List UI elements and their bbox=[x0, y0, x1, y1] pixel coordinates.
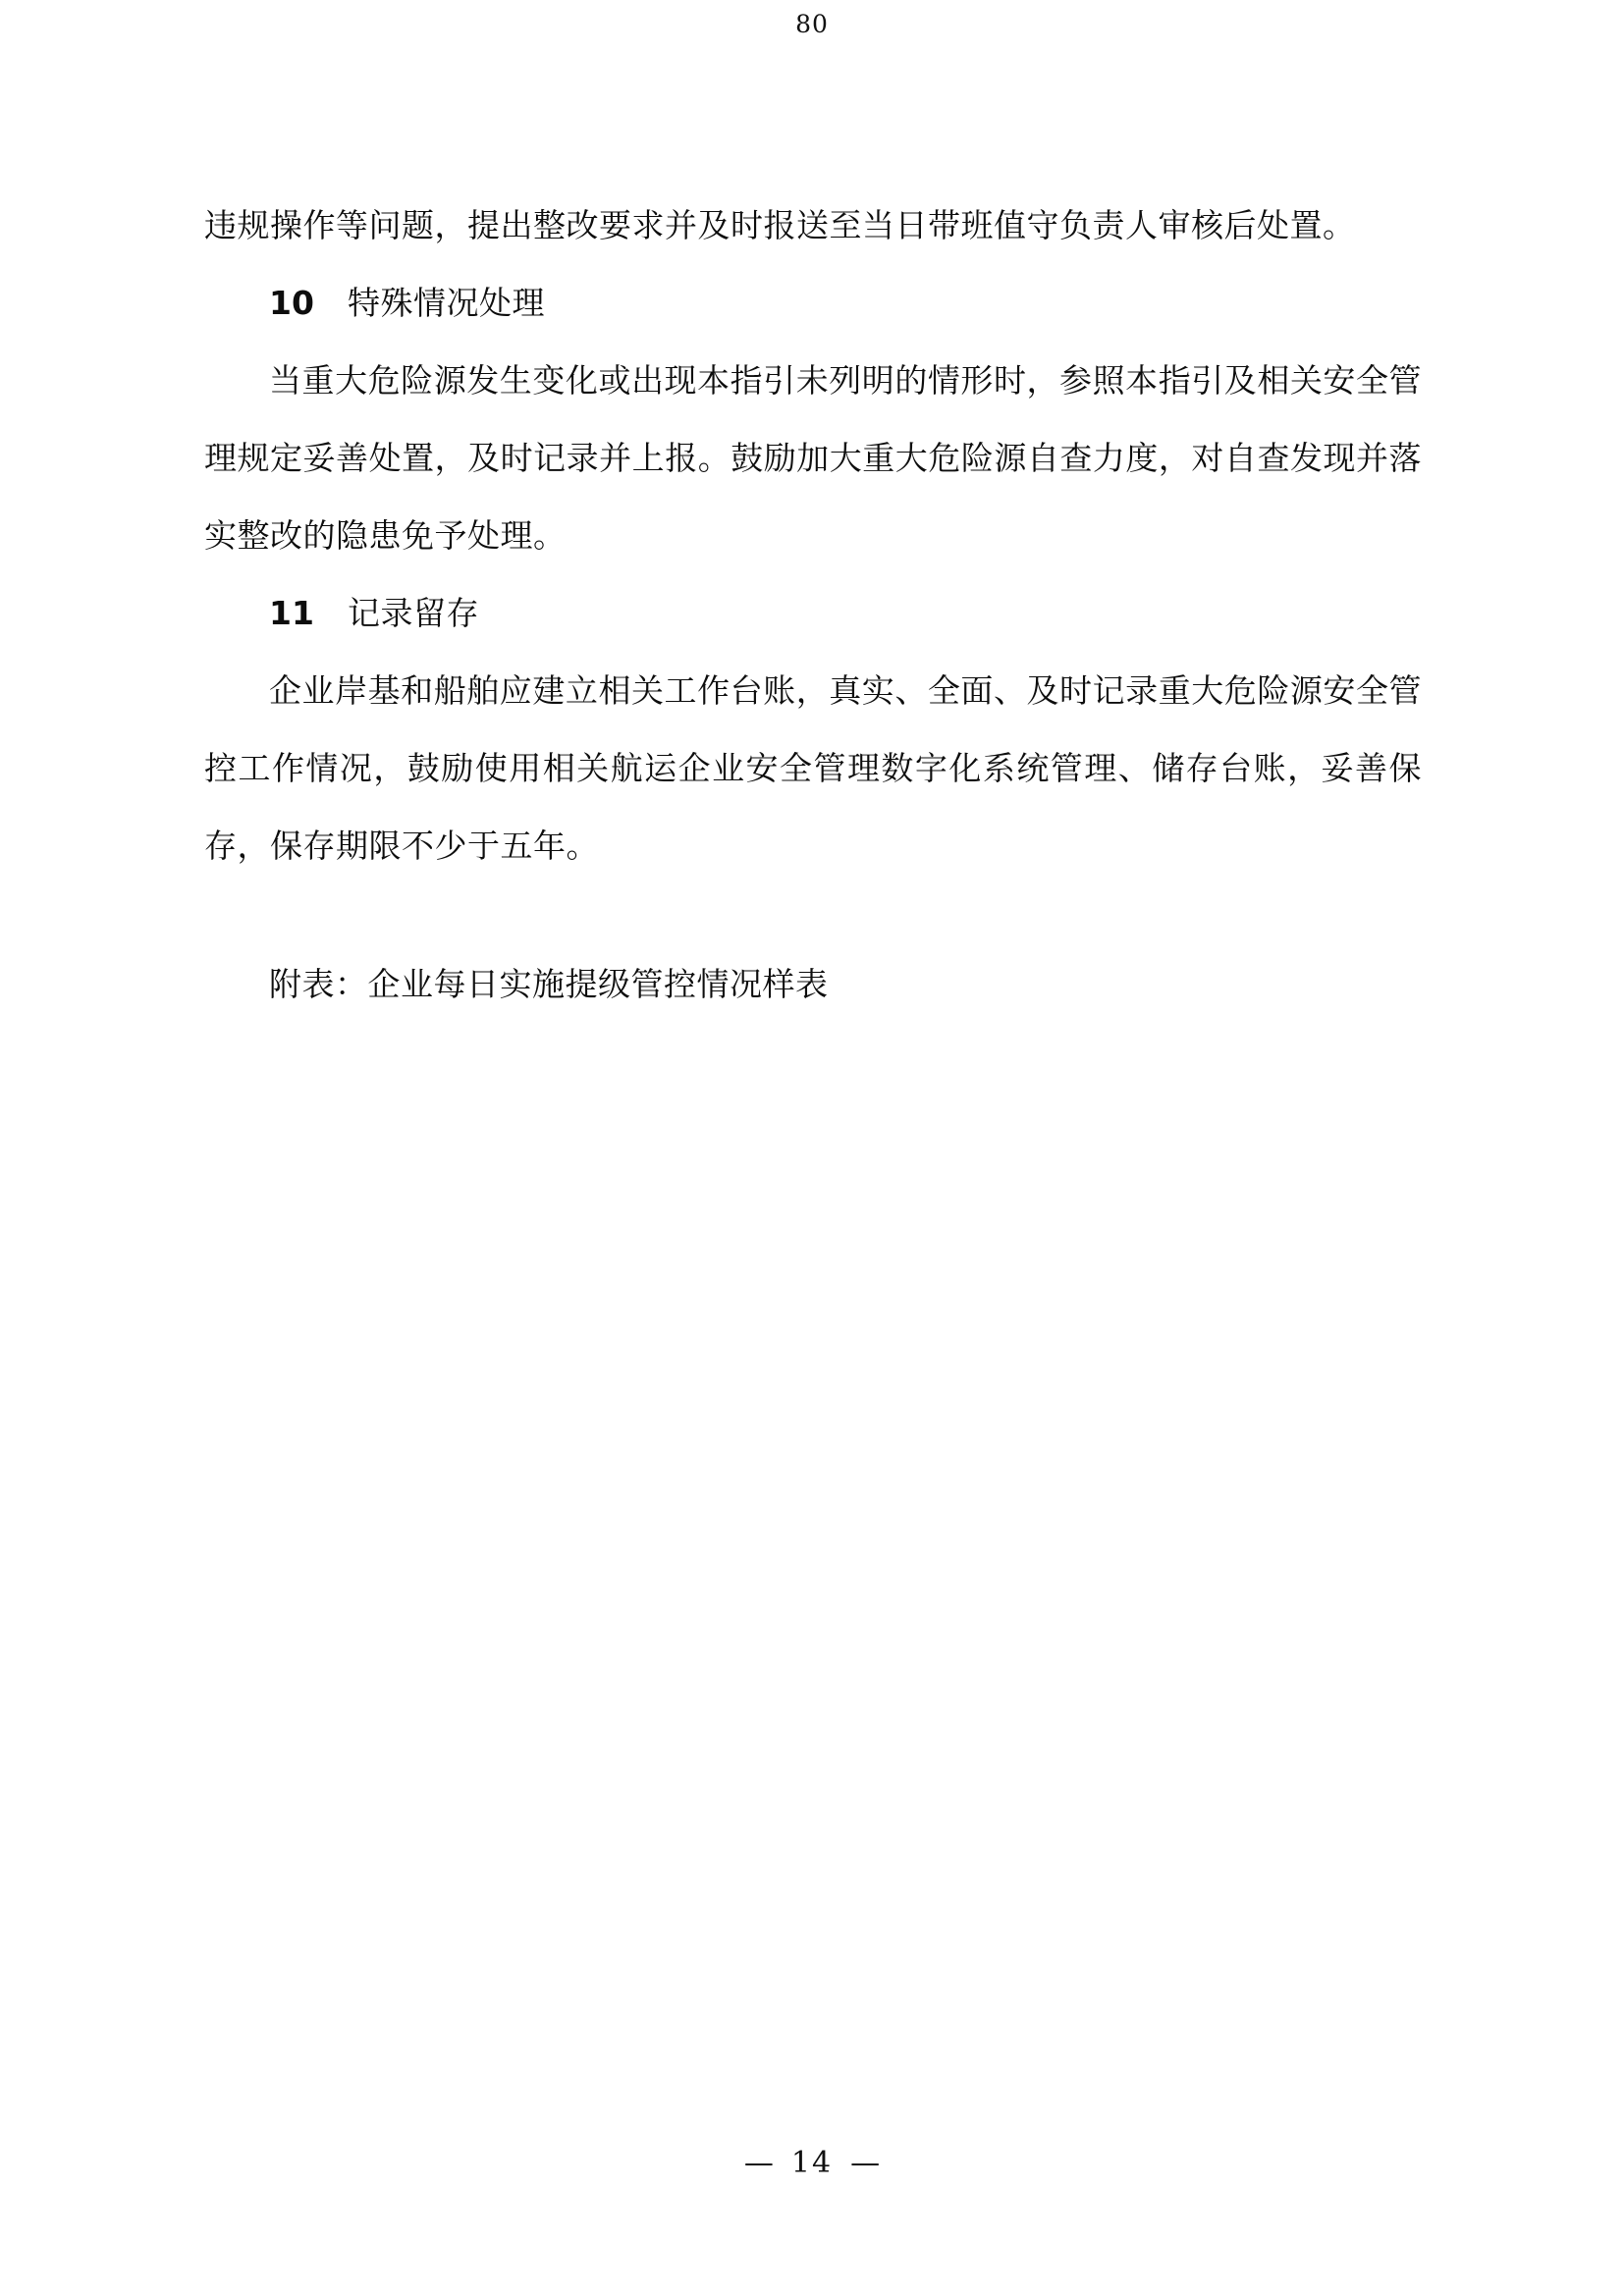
paragraph-special-situations: 当重大危险源发生变化或出现本指引未列明的情形时，参照本指引及相关安全管理规定妥善处置，及时记录并上报。鼓励加大重大危险源自查力度，对自查发现并落实整改的隐患免予处理。 bbox=[204, 361, 1422, 555]
paragraph-spacer bbox=[204, 884, 1422, 945]
footer-dash-right: — bbox=[850, 2146, 881, 2180]
section-heading-10 bbox=[204, 264, 1422, 342]
section-number-10: 10 bbox=[269, 284, 314, 322]
section-title-10: 特殊情况处理 bbox=[347, 284, 545, 322]
document-body bbox=[204, 187, 1422, 1023]
paragraph-record-retention: 企业岸基和船舶应建立相关工作台账，真实、全面、及时记录重大危险源安全管控工作情况，鼓励使用相关航运企业安全管理数字化系统管理、储存台账，妥善保存，保存期限不少于五年。 bbox=[204, 671, 1422, 865]
paragraph-continuation: 违规操作等问题，提出整改要求并及时报送至当日带班值守负责人审核后处置。 bbox=[204, 206, 1356, 244]
footer-page-number: 14 bbox=[790, 2146, 834, 2180]
attachment-reference: 附表：企业每日实施提级管控情况样表 bbox=[269, 965, 829, 1003]
section-heading-11 bbox=[204, 574, 1422, 652]
section-number-11: 11 bbox=[269, 594, 314, 632]
page-header-number: 80 bbox=[795, 10, 829, 38]
page-footer bbox=[0, 2146, 1624, 2180]
footer-dash-left: — bbox=[743, 2146, 774, 2180]
section-title-11: 记录留存 bbox=[347, 594, 479, 632]
